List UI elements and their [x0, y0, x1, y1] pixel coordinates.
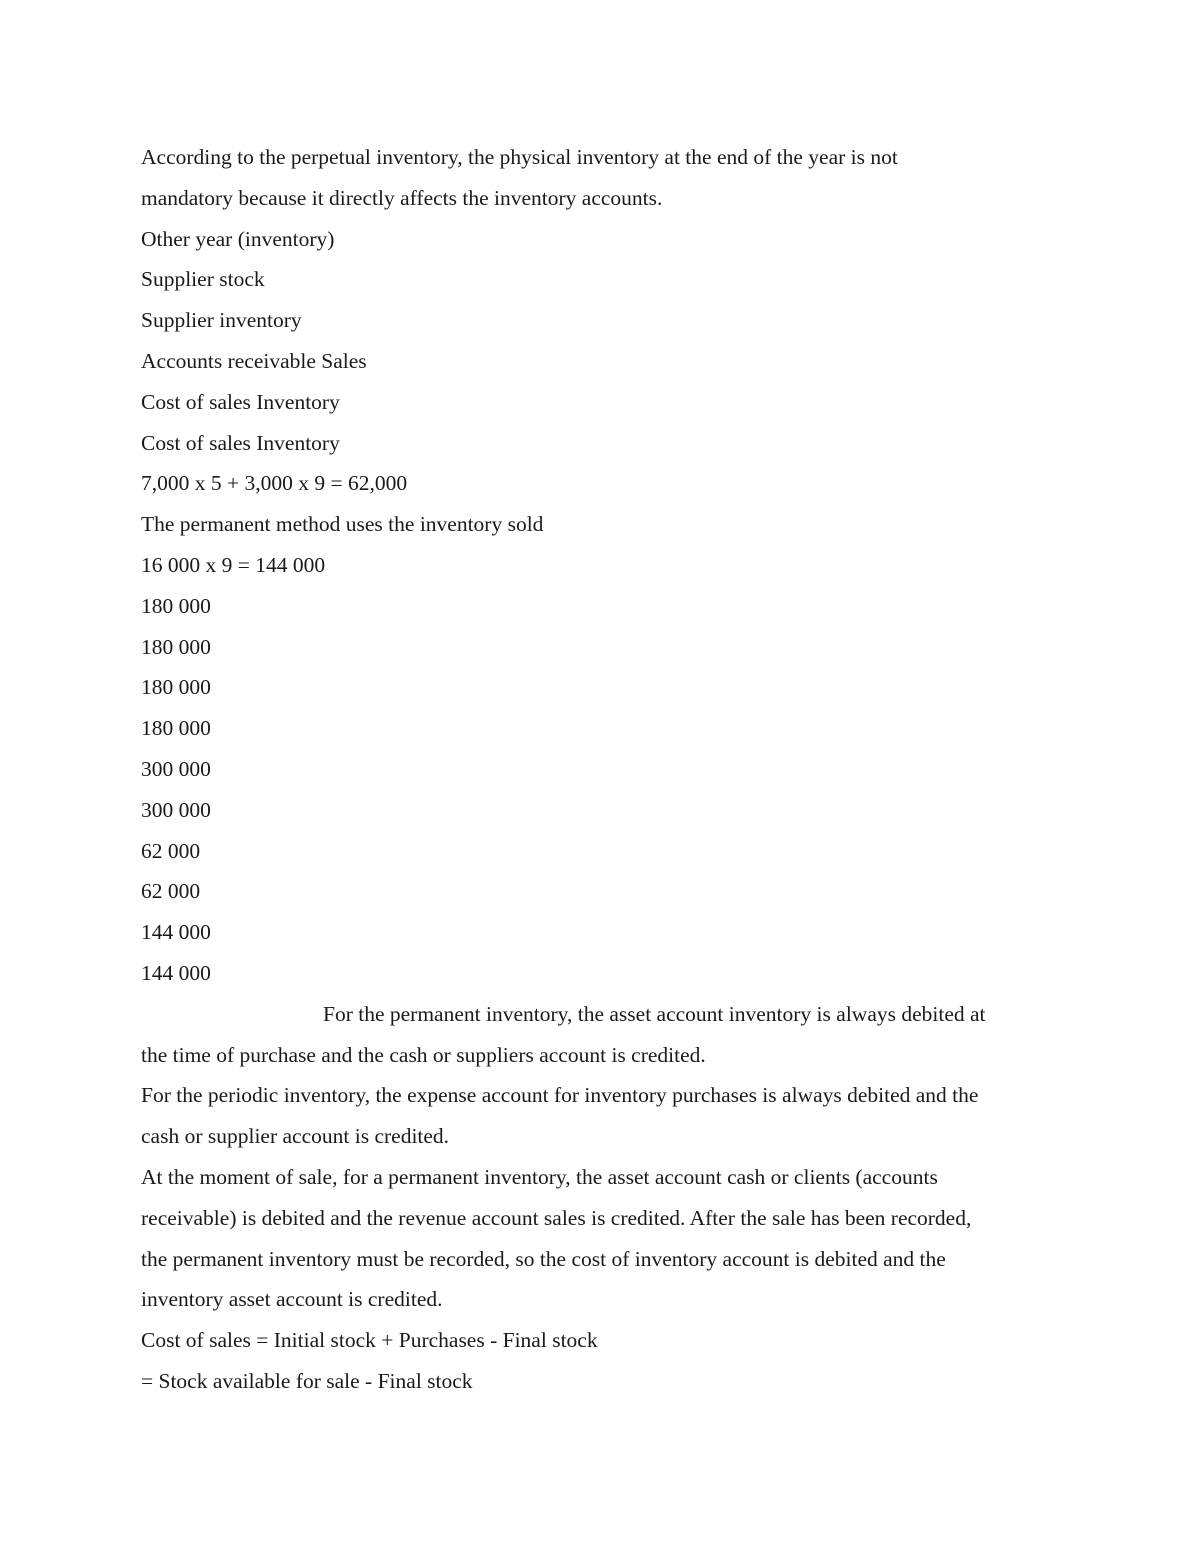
amount-line: 300 000	[141, 756, 211, 781]
text-line: cash or supplier account is credited.	[141, 1124, 450, 1149]
text-line: receivable) is debited and the revenue account sales is credited. After the sale has been recorded,	[141, 1205, 972, 1230]
amount-line: 300 000	[141, 797, 211, 822]
paragraph-first-line: For the permanent inventory, the asset account inventory is always debited at	[323, 1001, 986, 1026]
amount-line: 62 000	[141, 838, 201, 863]
amount-line: 62 000	[141, 879, 201, 904]
amount-line: 180 000	[141, 634, 211, 659]
text-line: the time of purchase and the cash or suppliers account is credited.	[141, 1042, 706, 1067]
text-line: The permanent method uses the inventory sold	[141, 512, 544, 537]
amount-line: 180 000	[141, 675, 211, 700]
text-line: Accounts receivable Sales	[141, 348, 367, 373]
text-line: Cost of sales Inventory	[141, 389, 340, 414]
text-line: mandatory because it directly affects the inventory accounts.	[141, 185, 663, 210]
formula-line: = Stock available for sale - Final stock	[141, 1368, 473, 1393]
text-line: At the moment of sale, for a permanent inventory, the asset account cash or clients (accounts	[141, 1164, 938, 1189]
text-line: Other year (inventory)	[141, 226, 335, 251]
text-line: Supplier inventory	[141, 308, 302, 333]
amount-line: 144 000	[141, 960, 211, 985]
text-line: Cost of sales Inventory	[141, 430, 340, 455]
text-line: According to the perpetual inventory, the physical inventory at the end of the year is not	[141, 145, 898, 169]
text-line: inventory asset account is credited.	[141, 1287, 443, 1312]
text-line: For the periodic inventory, the expense account for inventory purchases is always debited and the	[141, 1083, 979, 1108]
equation-line: 7,000 x 5 + 3,000 x 9 = 62,000	[141, 471, 408, 496]
amount-line: 144 000	[141, 920, 211, 945]
formula-line: Cost of sales = Initial stock + Purchases - Final stock	[141, 1328, 598, 1353]
amount-line: 180 000	[141, 593, 211, 618]
amount-line: 180 000	[141, 716, 211, 741]
document-body	[141, 137, 1071, 1402]
equation-line: 16 000 x 9 = 144 000	[141, 552, 326, 577]
text-line: Supplier stock	[141, 267, 265, 292]
text-line: the permanent inventory must be recorded, so the cost of inventory account is debited and the	[141, 1246, 946, 1271]
